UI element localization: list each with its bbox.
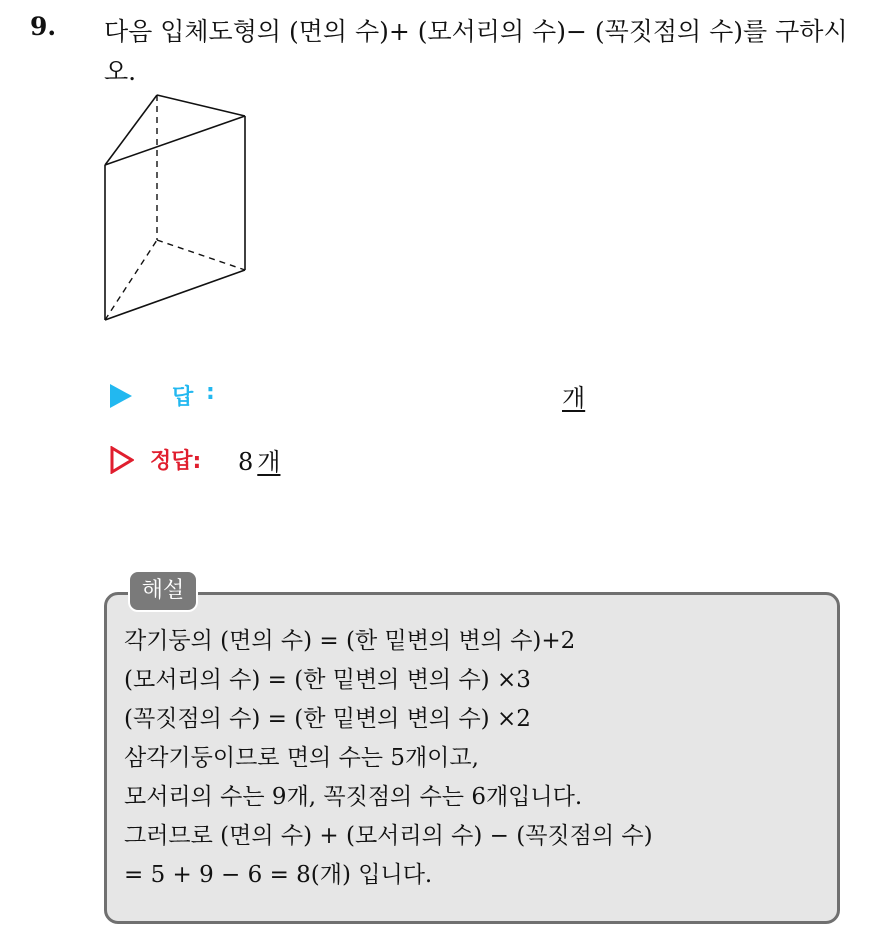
- question-number: 9.: [30, 12, 57, 41]
- correct-answer-unit: 개: [257, 448, 281, 476]
- answer-label: 답: [172, 385, 194, 410]
- explanation-line: 모서리의 수는 9개, 꼭짓점의 수는 6개입니다.: [124, 784, 583, 810]
- correct-answer-row: [110, 444, 510, 484]
- correct-answer-value-wrap: [238, 442, 280, 477]
- explanation-line: 각기둥의 (면의 수) = (한 밑변의 변의 수)+2: [124, 628, 576, 654]
- explanation-tag: 해설: [128, 570, 198, 612]
- explanation-line: = 5 + 9 − 6 = 8(개) 입니다.: [124, 862, 433, 888]
- explanation-text: [124, 622, 824, 895]
- explanation-line: 삼각기둥이므로 면의 수는 5개이고,: [124, 745, 479, 771]
- answer-row: [110, 380, 610, 420]
- explanation-line: (모서리의 수) = (한 밑변의 변의 수) ×3: [124, 667, 531, 693]
- triangular-prism-figure: [95, 85, 260, 330]
- answer-unit: 개: [562, 384, 586, 412]
- play-arrow-icon: [110, 384, 132, 408]
- explanation-line: (꼭짓점의 수) = (한 밑변의 변의 수) ×2: [124, 706, 531, 732]
- question-text: 다음 입체도형의 (면의 수)+ (모서리의 수)− (꼭짓점의 수)를 구하시오.: [104, 17, 848, 86]
- correct-answer-value: 8: [238, 448, 254, 476]
- outline-arrow-icon: [110, 446, 134, 474]
- correct-answer-label: 정답:: [150, 449, 202, 474]
- explanation-line: 그러므로 (면의 수) + (모서리의 수) − (꼭짓점의 수): [124, 823, 653, 849]
- answer-colon: :: [206, 380, 215, 405]
